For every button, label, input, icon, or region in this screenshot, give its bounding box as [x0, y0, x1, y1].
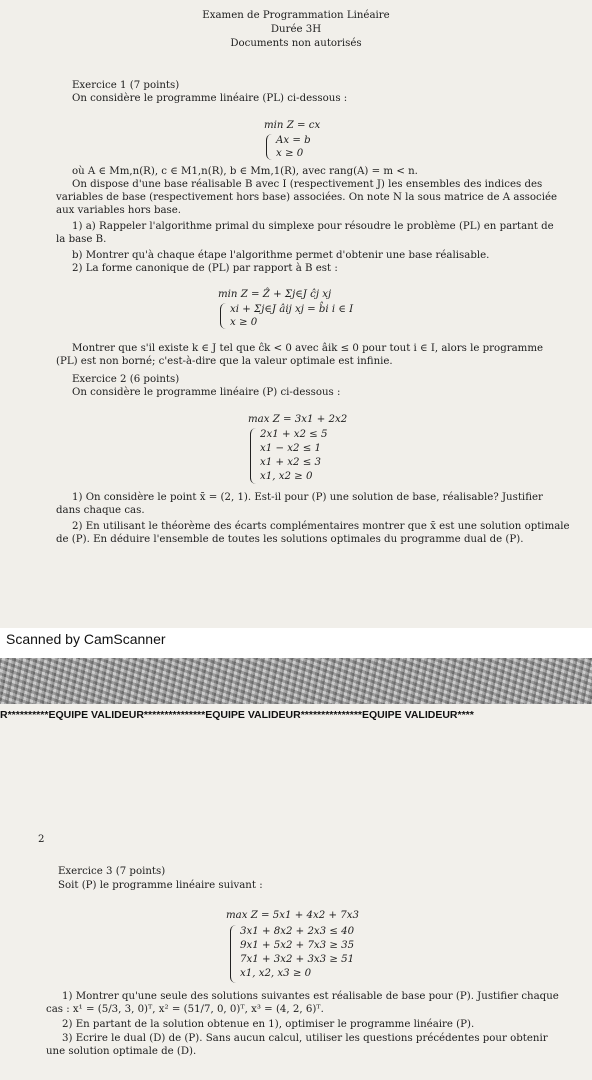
ex3-question-1-cont: cas : x¹ = (5/3, 3, 0)ᵀ, x² = (51/7, 0, 0)ᵀ, x³ = (4, 2, 6)ᵀ. — [46, 1004, 324, 1015]
ex2-constraint-brace — [250, 428, 257, 484]
ex1-canonical-constraint: xi + Σj∈J âij xj = b̂i i ∈ I — [230, 304, 354, 315]
ex1-unbounded-line-1: Montrer que s'il existe k ∈ J tel que ĉk < 0 avec âik ≤ 0 pour tout i ∈ I, alors le programme — [72, 343, 544, 354]
ex3-question-3: 3) Ecrire le dual (D) de (P). Sans aucun calcul, utiliser les questions précédentes pour obtenir — [62, 1033, 548, 1044]
ex3-constraint-3: 7x1 + 3x2 + 3x3 ≥ 51 — [240, 954, 355, 965]
ex1-line-4: aux variables hors base. — [56, 205, 182, 216]
ex2-question-1: 1) On considère le point x̄ = (2, 1). Est-il pour (P) une solution de base, réalisable? Justifier — [72, 492, 543, 503]
exercise-2-intro: On considère le programme linéaire (P) ci-dessous : — [72, 387, 341, 398]
ex1-canonical-nonneg: x ≥ 0 — [230, 317, 258, 328]
ex3-question-2: 2) En partant de la solution obtenue en 1), optimiser le programme linéaire (P). — [62, 1019, 475, 1030]
torn-edge-texture — [0, 658, 592, 704]
exam-documents-note: Documents non autorisés — [230, 38, 362, 49]
exam-title: Examen de Programmation Linéaire — [202, 10, 390, 21]
ex2-question-2: 2) En utilisant le théorème des écarts complémentaires montrer que x̄ est une solution optimale — [72, 521, 570, 532]
scanner-watermark-strip — [0, 628, 592, 658]
ex3-question-3-cont: une solution optimale de (D). — [46, 1046, 197, 1057]
exam-duration: Durée 3H — [270, 24, 322, 35]
ex2-constraint-2: x1 − x2 ≤ 1 — [260, 443, 321, 454]
ex1-objective: min Z = cx — [264, 120, 321, 131]
scanned-page-2 — [0, 658, 592, 1080]
exercise-3-title: Exercice 3 (7 points) — [58, 866, 166, 877]
ex2-constraint-3: x1 + x2 ≤ 3 — [260, 457, 321, 468]
ex2-constraint-4: x1, x2 ≥ 0 — [260, 471, 313, 482]
ex1-question-2: 2) La forme canonique de (PL) par rapport à B est : — [72, 263, 338, 274]
ex1-line-2: On dispose d'une base réalisable B avec I (respectivement J) les ensembles des indices des — [72, 179, 543, 190]
ex2-question-1-cont: dans chaque cas. — [56, 505, 145, 516]
validator-banner-text: R**********EQUIPE VALIDEUR***************EQUIPE VALIDEUR***************EQUIPE VALIDEUR**** — [0, 709, 474, 721]
ex3-constraint-2: 9x1 + 5x2 + 7x3 ≥ 35 — [240, 940, 355, 951]
ex1-question-1a-cont: la base B. — [56, 234, 107, 245]
exercise-1-intro: On considère le programme linéaire (PL) ci-dessous : — [72, 93, 348, 104]
ex1-question-1b: b) Montrer qu'à chaque étape l'algorithme permet d'obtenir une base réalisable. — [72, 250, 490, 261]
validator-banner — [0, 706, 592, 726]
ex1-constraint-brace — [266, 134, 273, 160]
ex3-constraint-4: x1, x2, x3 ≥ 0 — [240, 968, 312, 979]
ex1-unbounded-line-2: (PL) est non borné; c'est-à-dire que la valeur optimale est infinie. — [56, 356, 393, 367]
ex3-constraint-brace — [230, 925, 237, 983]
ex1-constraint-1: Ax = b — [276, 135, 311, 146]
exercise-1-title: Exercice 1 (7 points) — [72, 80, 180, 91]
scanned-by-label: Scanned by CamScanner — [6, 631, 166, 647]
exercise-2-title: Exercice 2 (6 points) — [72, 374, 180, 385]
exercise-3-intro: Soit (P) le programme linéaire suivant : — [58, 880, 263, 891]
ex3-objective: max Z = 5x1 + 4x2 + 7x3 — [226, 910, 359, 921]
ex1-line-1: où A ∈ Mm,n(R), c ∈ M1,n(R), b ∈ Mm,1(R), avec rang(A) = m < n. — [72, 166, 418, 177]
ex2-constraint-1: 2x1 + x2 ≤ 5 — [260, 429, 328, 440]
ex2-objective: max Z = 3x1 + 2x2 — [248, 414, 348, 425]
ex1-line-3: variables de base (respectivement hors base) associées. On note N la sous matrice de A associée — [56, 192, 558, 203]
ex2-question-2-cont: de (P). En déduire l'ensemble de toutes les solutions optimales du programme dual de (P). — [56, 534, 524, 545]
ex1-constraint-2: x ≥ 0 — [276, 148, 304, 159]
page-number: 2 — [38, 834, 45, 845]
ex1-canonical-objective: min Z = Ẑ + Σj∈J ĉj xj — [218, 289, 332, 300]
ex3-constraint-1: 3x1 + 8x2 + 2x3 ≤ 40 — [240, 926, 355, 937]
ex1-question-1a: 1) a) Rappeler l'algorithme primal du simplexe pour résoudre le problème (PL) en partant de — [72, 221, 554, 232]
ex1-canonical-brace — [220, 303, 227, 329]
ex3-question-1: 1) Montrer qu'une seule des solutions suivantes est réalisable de base pour (P). Justifier chaque — [62, 991, 559, 1002]
